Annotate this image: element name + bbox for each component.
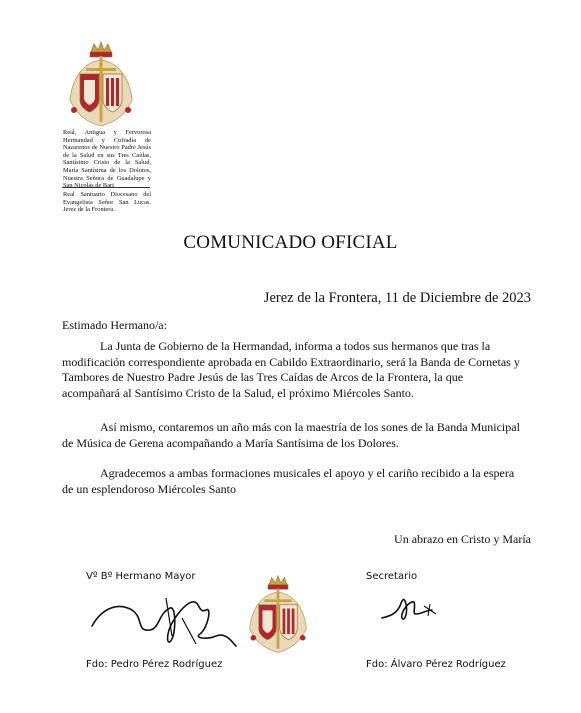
body-paragraph: Así mismo, contaremos un año más con la maestría de los sones de la Banda Municipal de Música de Gerena acompañando a María Santísima de los Dolores. xyxy=(62,420,520,450)
signature-left-icon xyxy=(88,588,240,648)
sanctuary-name: Real Santuario Diocesano del Evangelista Señor San Lucas. Jerez de la Frontera. xyxy=(63,191,151,214)
brotherhood-crest-icon xyxy=(246,570,310,658)
header-divider xyxy=(62,187,150,188)
closing-line: Un abrazo en Cristo y María xyxy=(394,532,531,546)
greeting: Estimado Hermano/a: xyxy=(62,318,167,332)
document-date: Jerez de la Frontera, 11 de Diciembre de 2023 xyxy=(263,290,531,306)
page-title: COMUNICADO OFICIAL xyxy=(183,232,398,253)
brotherhood-name: Real, Antigua y Fervorosa Hermandad y Cofradía de Nazarenos de Nuestro Padre Jesús de la Salud en sus Tres Caídas, Santísimo Cristo de la Salud, María Santísima de los Dolores, Nuestra Señora de Guadalupe y San Nicolás de Bari xyxy=(63,129,151,190)
signature-right-icon xyxy=(380,592,440,628)
body-paragraph: Agradecemos a ambas formaciones musicales el apoyo y el cariño recibido a la espera de un esplendoroso Miércoles Santo xyxy=(62,466,515,496)
signatory-name-right: Fdo: Álvaro Pérez Rodríguez xyxy=(366,659,506,670)
signatory-title-right: Secretario xyxy=(366,571,418,582)
signatory-name-left: Fdo: Pedro Pérez Rodríguez xyxy=(86,659,223,670)
brotherhood-crest-icon xyxy=(66,38,136,130)
body-paragraph: La Junta de Gobierno de la Hermandad, informa a todos sus hermanos que tras la modificación correspondiente aprobada en Cabildo Extraordinario, será la Banda de Cornetas y Tambores de Nuestro Padre Jesús de las Tres Caídas de Arcos de la Frontera, la que acompañará al Santísimo Cristo de la Salud, el próximo Miércoles Santo. xyxy=(62,339,520,400)
signatory-title-left: Vº Bº Hermano Mayor xyxy=(86,571,196,582)
